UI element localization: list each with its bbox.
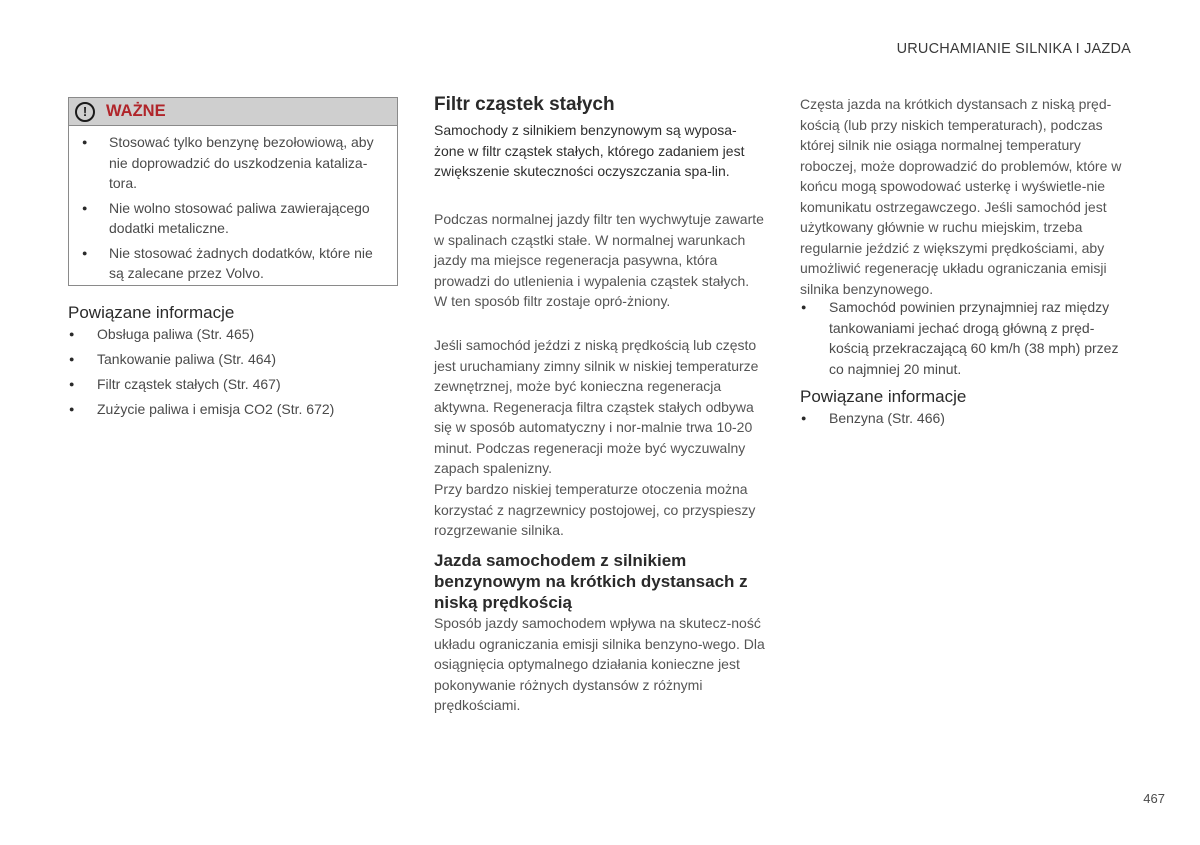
related-heading: Powiązane informacje [68,303,235,322]
list-item: ● Nie stosować żadnych dodatków, które nie są zalecane przez Volvo. [69,243,397,284]
body-paragraph: Częsta jazda na krótkich dystansach z niską pręd-kością (lub przy niskich temperaturach), podczas której silnik nie osiąga normalnej temperatury roboczej, może doprowadzić do problemów, które w końcu mogą spowodować usterkę i wyświetle-nie komunikatu ostrzegawczego. Jeśli samochód jest użytkowany głównie w ruchu miejskim, trzeba regularnie jeździć z większymi prędkościami, aby umożliwić regenerację układu ograniczania emisji silnika benzynowego. [800,96,1122,297]
page-title: Filtr cząstek stałych [434,94,615,115]
related-link[interactable]: ● Filtr cząstek stałych (Str. 467) [68,374,400,395]
related-list [800,408,1132,429]
list-item: ● Samochód powinien przynajmniej raz między tankowaniami jechać drogą główną z pręd-kością przekraczającą 60 km/h (38 mph) przez co najmniej 20 minut. [800,297,1132,379]
related-list [68,324,400,420]
body-paragraph: Podczas normalnej jazdy filtr ten wychwytuje zawarte w spalinach cząstki stałe. W normalnej warunkach jazdy ma miejsce regeneracja pasywna, która prowadzi do utlenienia i wypalenia cząstek stałych. W ten sposób filtr zostaje opró-żniony. [434,211,764,309]
related-link[interactable]: ● Tankowanie paliwa (Str. 464) [68,349,400,370]
related-link[interactable]: ● Obsługa paliwa (Str. 465) [68,324,400,345]
related-link[interactable]: ● Benzyna (Str. 466) [800,408,1132,429]
list-item: ● Stosować tylko benzynę bezołowiową, aby nie doprowadzić do uszkodzenia kataliza-tora. [69,132,397,194]
section-paragraph: Sposób jazdy samochodem wpływa na skutecz-ność układu ograniczania emisji silnika benzyno-wego. Dla osiągnięcia optymalnego działania konieczne jest pokonywanie różnych dystansów z różnymi prędkościami. [434,615,765,713]
related-link[interactable]: ● Zużycie paliwa i emisja CO2 (Str. 672) [68,399,400,420]
bullet-list [800,297,1132,379]
body-paragraph: Przy bardzo niskiej temperaturze otoczenia można korzystać z nagrzewnicy postojowej, co przyspieszy rozgrzewanie silnika. [434,481,756,538]
page-number: 467 [1143,791,1165,806]
list-item: ● Nie wolno stosować paliwa zawierającego dodatki metaliczne. [69,198,397,239]
related-info-right [800,387,1132,429]
warning-list [69,126,397,284]
body-paragraph: Jeśli samochód jeździ z niską prędkością lub często jest uruchamiany zimny silnik w niskiej temperaturze zewnętrznej, może być konieczna regeneracja aktywna. Regeneracja filtra cząstek stałych odbywa się w sposób automatyczny i nor-malnie trwa 10-20 minut. Podczas regeneracji może być wyczuwalny zapach spalenizny. [434,337,759,476]
warning-box [68,97,398,286]
warning-title: WAŻNE [106,102,166,120]
running-head: URUCHAMIANIE SILNIKA I JAZDA [896,41,1131,57]
lead-paragraph: Samochody z silnikiem benzynowym są wyposa-żone w filtr cząstek stałych, którego zadaniem jest zwiększenie skuteczności oczyszczania spa-lin. [434,122,745,179]
section-heading: Jazda samochodem z silnikiem benzynowym na krótkich dystansach z niską prędkością [434,551,748,612]
warning-header [69,98,397,126]
exclamation-circle-icon: ! [75,102,95,122]
related-info-left [68,303,400,420]
related-heading: Powiązane informacje [800,387,967,406]
